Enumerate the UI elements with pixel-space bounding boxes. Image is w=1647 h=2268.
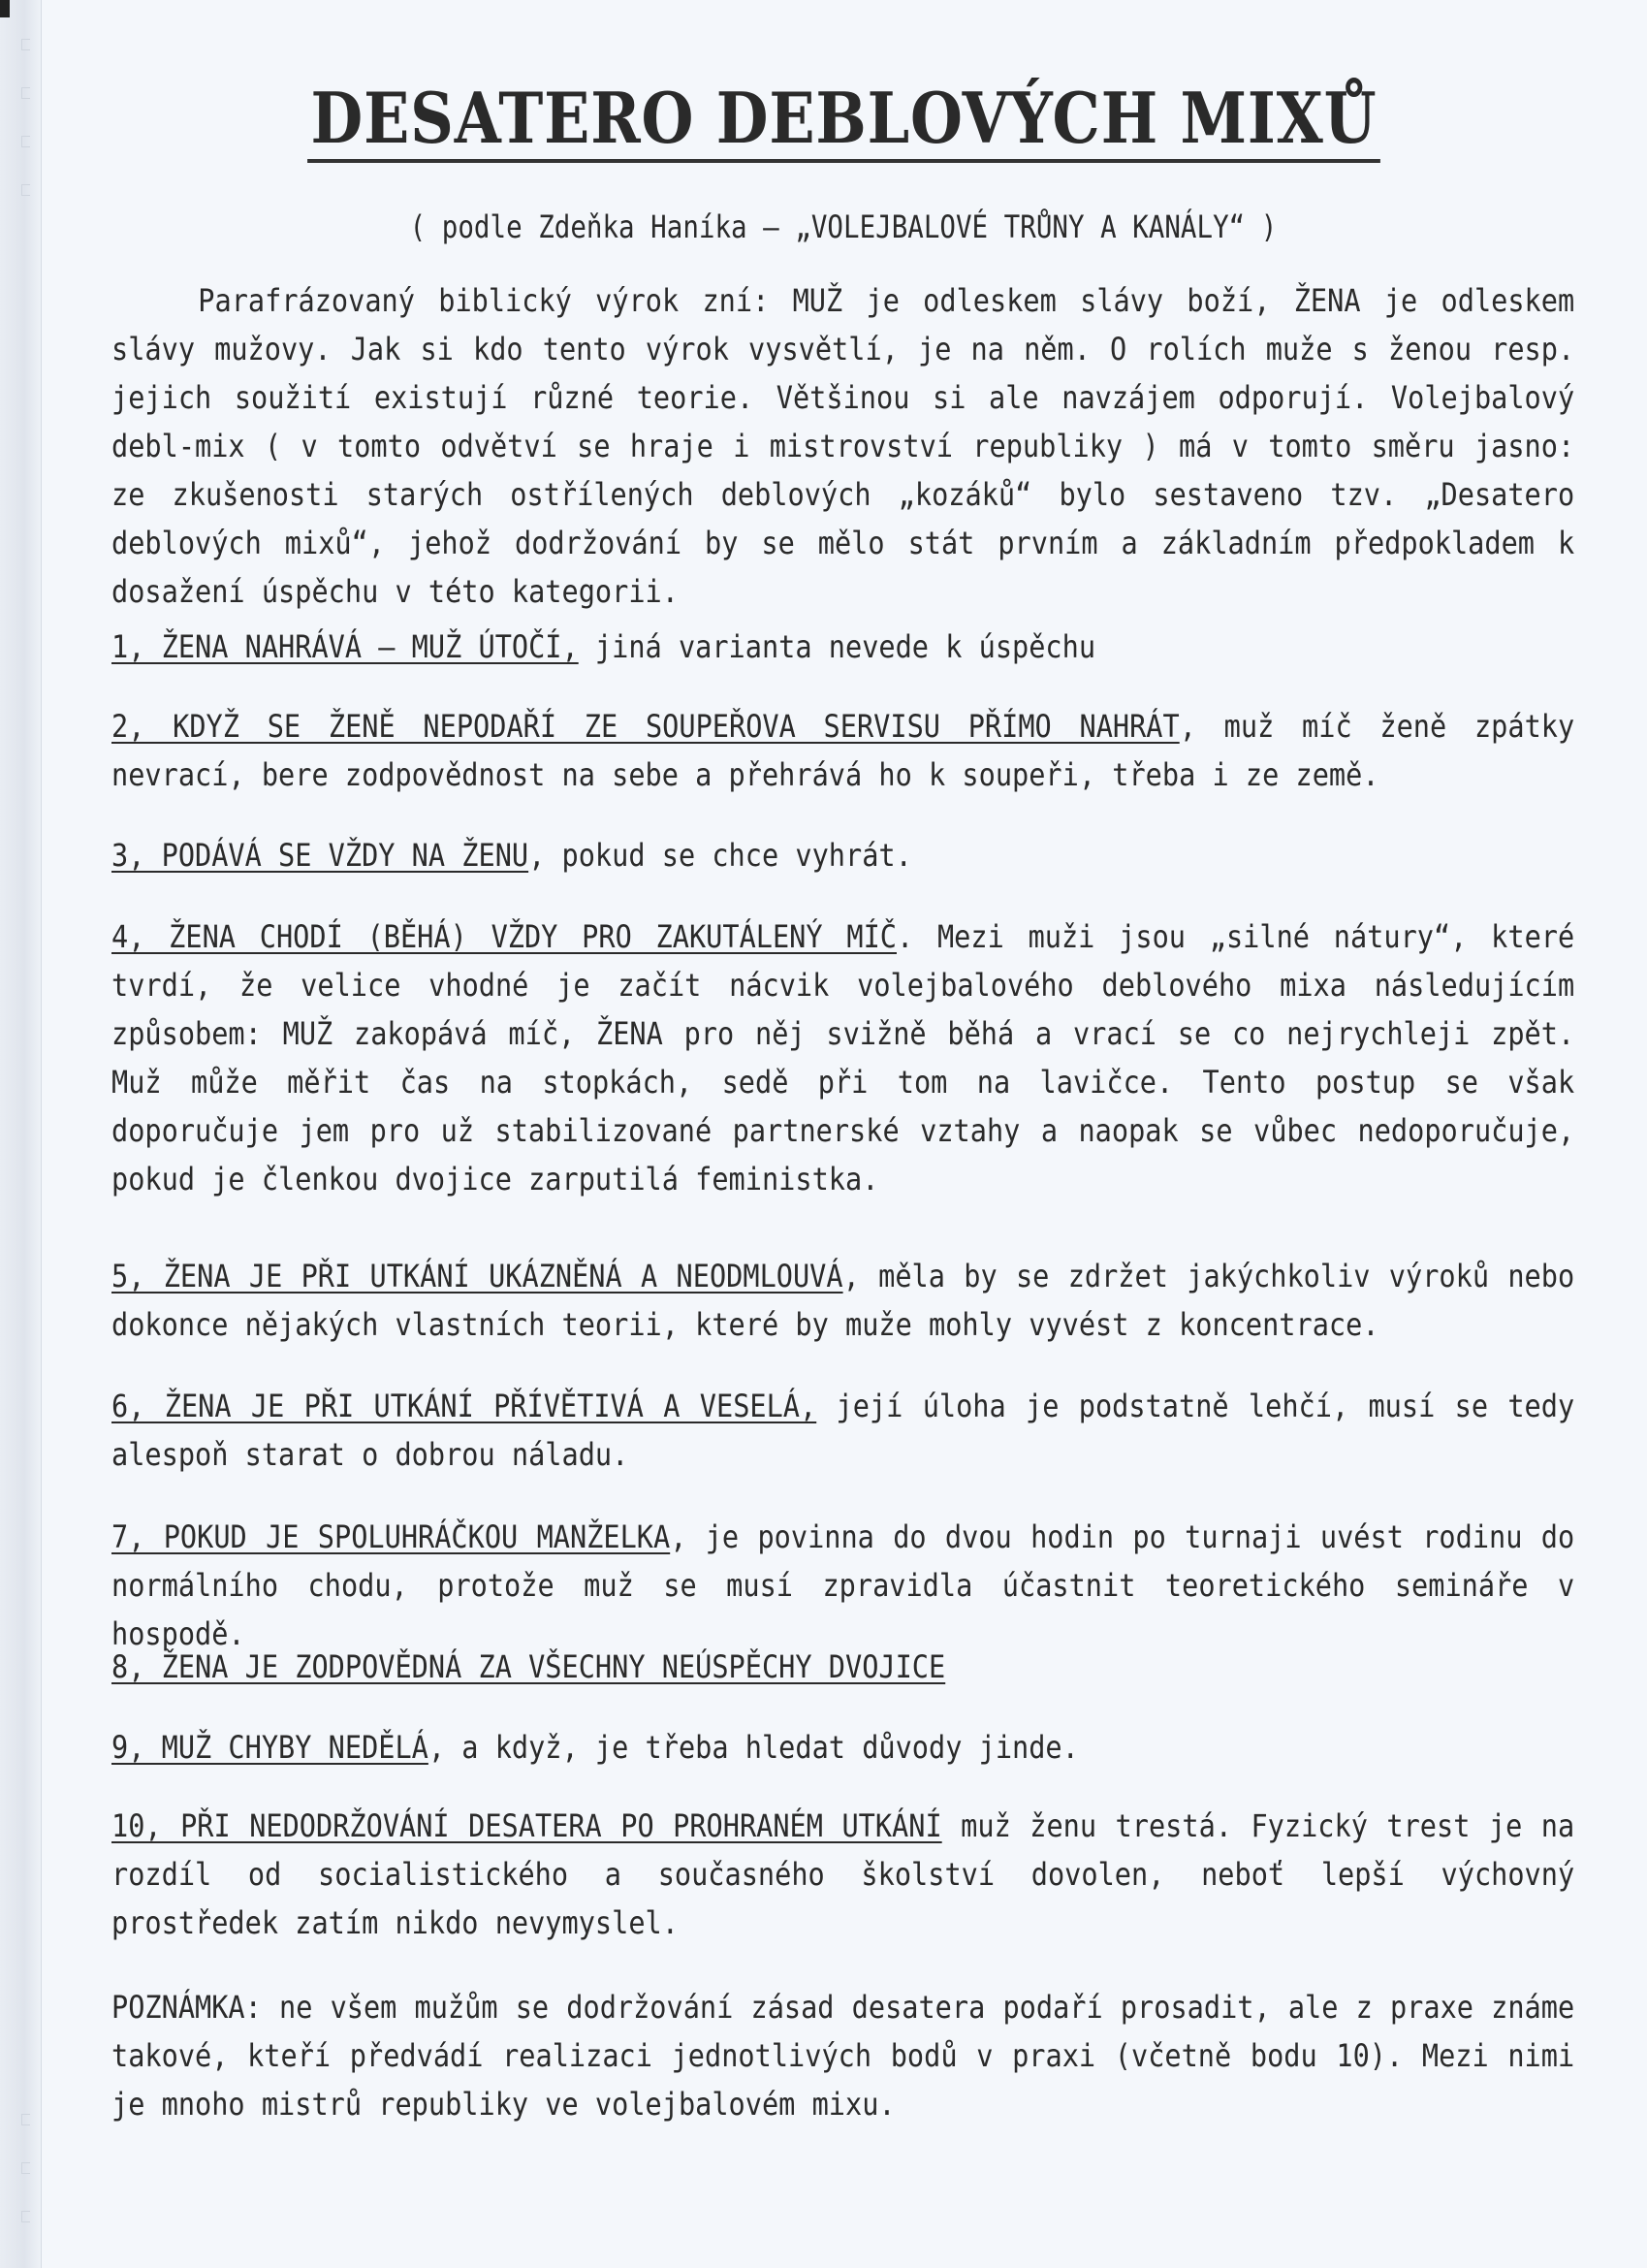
rule-7 (111, 1513, 1575, 1658)
rule-10 (111, 1802, 1575, 1947)
rule-text: , muž míč ženě zpátky nevrací, bere zodpovědnost na sebe a přehrává ho k soupeři, třeba i ze země. (111, 708, 1575, 793)
rule-text: , a když, je třeba hledat důvody jinde. (428, 1729, 1079, 1766)
rule-3 (111, 831, 1575, 879)
note-paragraph (111, 1983, 1575, 2128)
page-subtitle: ( podle Zdeňka Haníka – „VOLEJBALOVÉ TRŮNY A KANÁLY“ ) (409, 208, 1278, 245)
scanner-edge (0, 0, 42, 2268)
rule-heading: 3, PODÁVÁ SE VŽDY NA ŽENU (111, 837, 529, 874)
rule-text: její úloha je podstatně lehčí, musí se tedy alespoň starat o dobrou náladu. (111, 1388, 1575, 1473)
rule-heading: 9, MUŽ CHYBY NEDĚLÁ (111, 1729, 428, 1766)
binder-hole (21, 87, 30, 99)
binder-hole (21, 2114, 30, 2125)
rule-8 (111, 1643, 1575, 1691)
rule-text: , pokud se chce vyhrát. (528, 837, 912, 874)
rule-text: . Mezi muži jsou „silné nátury“, které tvrdí, že velice vhodné je začít nácvik volejbalového deblového mixa následujícím způsobem: MUŽ zakopává míč, ŽENA pro něj svižně běhá a vrací se co nejrychleji zpět. Muž může měřit čas na stopkách, sedě při tom na lavičce. Tento postup se však doporučuje jem pro už stabilizované partnerské vztahy a naopak se vůbec nedoporučuje, pokud je členkou dvojice zarputilá feministka. (111, 918, 1575, 1198)
binder-hole (21, 136, 30, 147)
rule-2 (111, 702, 1575, 799)
rule-9 (111, 1723, 1575, 1772)
scan-corner-mark (0, 0, 10, 17)
intro-paragraph: Parafrázovaný biblický výrok zní: MUŽ je odleskem slávy boží, ŽENA je odleskem slávy mužovy. Jak si kdo tento výrok vysvětlí, je na něm. O rolích muže s ženou resp. jejich soužití existují různé teorie. Většinou si ale navzájem odporují. Volejbalový debl-mix ( v tomto odvětví se hraje i mistrovství republiky ) má v tomto směru jasno: ze zkušenosti starých ostřílených deblových „kozáků“ bylo sestaveno tzv. „Desatero deblových mixů“, jehož dodržování by se mělo stát prvním a základním předpokladem k dosažení úspěchu v této kategorii. (111, 282, 1575, 610)
rule-heading: 5, ŽENA JE PŘI UTKÁNÍ UKÁZNĚNÁ A NEODMLOUVÁ (111, 1258, 843, 1294)
rule-text: , je povinna do dvou hodin po turnaji uvést rodinu do normálního chodu, protože muž se musí zpravidla účastnit teoretického semináře v hospodě. (111, 1518, 1575, 1652)
rule-heading: 7, POKUD JE SPOLUHRÁČKOU MANŽELKA (111, 1518, 671, 1555)
note-heading: POZNÁMKA (111, 1989, 245, 2026)
binder-hole (21, 2211, 30, 2222)
rule-heading: 1, ŽENA NAHRÁVÁ – MUŽ ÚTOČÍ, (111, 628, 579, 665)
binder-hole (21, 2162, 30, 2174)
note-text: : ne všem mužům se dodržování zásad desatera podaří prosadit, ale z praxe známe takové, kteří předvádí realizaci jednotlivých bodů v praxi (včetně bodu 10). Mezi nimi je mnoho mistrů republiky ve volejbalovém mixu. (111, 1989, 1575, 2123)
rule-heading: 2, KDYŽ SE ŽENĚ NEPODAŘÍ ZE SOUPEŘOVA SERVISU PŘÍMO NAHRÁT (111, 708, 1180, 745)
rule-text: , měla by se zdržet jakýchkoliv výroků nebo dokonce nějakých vlastních teorii, které by muže mohly vyvést z koncentrace. (111, 1258, 1575, 1343)
binder-hole (21, 39, 30, 50)
rule-4 (111, 912, 1575, 1203)
rule-heading: 4, ŽENA CHODÍ (BĚHÁ) VŽDY PRO ZAKUTÁLENÝ MÍČ (111, 918, 897, 955)
rule-1 (111, 623, 1575, 671)
binder-hole (21, 184, 30, 196)
page-title: DESATERO DEBLOVÝCH MIXŮ (111, 83, 1575, 163)
rule-text: muž ženu trestá. Fyzický trest je na rozdíl od socialistického a současného školství dovolen, neboť lepší výchovný prostředek zatím nikdo nevymyslel. (111, 1807, 1575, 1941)
rule-heading: 8, ŽENA JE ZODPOVĚDNÁ ZA VŠECHNY NEÚSPĚCHY DVOJICE (111, 1648, 946, 1685)
rule-6 (111, 1382, 1575, 1479)
rule-5 (111, 1252, 1575, 1349)
rule-heading: 6, ŽENA JE PŘI UTKÁNÍ PŘÍVĚTIVÁ A VESELÁ, (111, 1388, 817, 1424)
rule-text: jiná varianta nevede k úspěchu (578, 628, 1096, 665)
rule-heading: 10, PŘI NEDODRŽOVÁNÍ DESATERA PO PROHRANÉM UTKÁNÍ (111, 1807, 942, 1844)
